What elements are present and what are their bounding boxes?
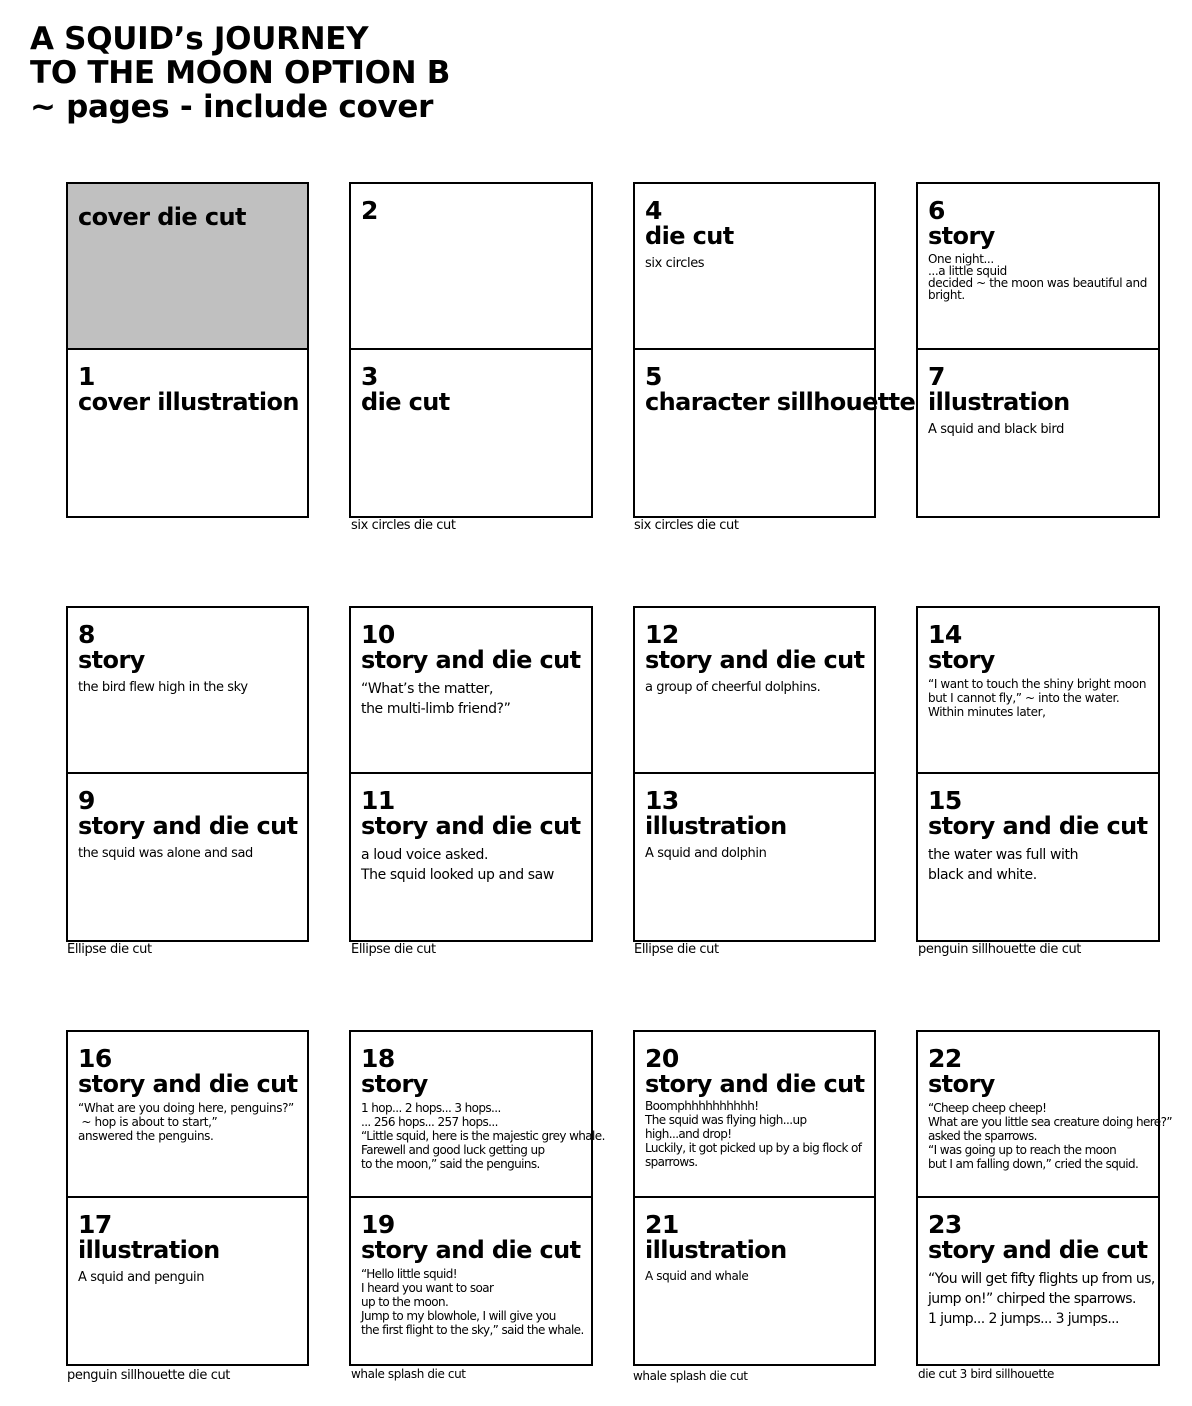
page-number: 22 <box>928 1044 962 1073</box>
page-text: a group of cheerful dolphins. <box>645 680 821 695</box>
page-cell-cover <box>66 182 309 350</box>
page-heading: story <box>928 646 995 674</box>
page-cell-1 <box>66 350 309 518</box>
die-cut-caption-11: Ellipse die cut <box>351 942 436 957</box>
page-number: 10 <box>361 620 395 649</box>
page-number: 4 <box>645 196 662 225</box>
page-number: 14 <box>928 620 962 649</box>
page-number: 19 <box>361 1210 395 1239</box>
page-heading: illustration <box>645 1236 787 1264</box>
page-cell-23 <box>916 1198 1160 1366</box>
page-cell-22 <box>916 1030 1172 1198</box>
page-cell-11 <box>349 774 593 942</box>
page-number: 11 <box>361 786 395 815</box>
die-cut-caption-15: penguin sillhouette die cut <box>918 942 1082 957</box>
page-text: “You will get fifty flights up from us, jump on!” chirped the sparrows. 1 jump... 2 jumps... 3 jumps... <box>928 1271 1155 1327</box>
page-number: 1 <box>78 362 95 391</box>
page-text: six circles <box>645 256 705 271</box>
page-cell-15 <box>916 774 1160 942</box>
page-cell-16 <box>66 1030 309 1198</box>
page-text: a loud voice asked. The squid looked up and saw <box>361 847 554 883</box>
die-cut-caption-5: six circles die cut <box>634 518 739 533</box>
page-number: 3 <box>361 362 378 391</box>
page-number: 9 <box>78 786 95 815</box>
page-number: 7 <box>928 362 945 391</box>
page-text: A squid and penguin <box>78 1270 205 1285</box>
document-title <box>30 22 450 124</box>
page-text: A squid and dolphin <box>645 846 767 861</box>
page-cell-12 <box>633 606 876 774</box>
die-cut-caption-3: six circles die cut <box>351 518 456 533</box>
page-cell-14 <box>916 606 1160 774</box>
page-heading: story <box>928 1070 995 1098</box>
page-heading: story <box>928 222 995 250</box>
die-cut-caption-19: whale splash die cut <box>351 1367 466 1381</box>
page-heading: story and die cut <box>361 646 581 674</box>
page-text: Boomphhhhhhhhhh! The squid was flying high...up high...and drop! Luckily, it got picked up by a big flock of sparrows. <box>645 1099 862 1169</box>
page-heading: story and die cut <box>928 1236 1148 1264</box>
die-cut-caption-9: Ellipse die cut <box>67 942 152 957</box>
page-text: A squid and whale <box>645 1269 749 1283</box>
page-heading: story and die cut <box>78 1070 298 1098</box>
page-text: “What’s the matter, the multi-limb friend?” <box>361 681 511 717</box>
page-cell-8 <box>66 606 309 774</box>
page-heading: illustration <box>78 1236 220 1264</box>
page-cell-10 <box>349 606 593 774</box>
page-cell-6 <box>916 182 1160 350</box>
page-number: 23 <box>928 1210 962 1239</box>
title-line-3: ~ pages - include cover <box>30 89 434 125</box>
page-heading: story and die cut <box>78 812 298 840</box>
page-cell-21 <box>633 1198 876 1366</box>
page-heading: story <box>361 1070 428 1098</box>
page-heading: story and die cut <box>928 812 1148 840</box>
page-heading: die cut <box>361 388 450 416</box>
page-text: the water was full with black and white. <box>928 847 1079 883</box>
page-text: One night... ...a little squid decided ~ the moon was beautiful and bright. <box>928 252 1147 302</box>
page-heading: story and die cut <box>361 812 581 840</box>
page-cell-19 <box>349 1198 593 1366</box>
page-number: 21 <box>645 1210 679 1239</box>
die-cut-caption-21: whale splash die cut <box>633 1369 748 1383</box>
page-heading: die cut <box>645 222 734 250</box>
page-heading: cover die cut <box>78 203 246 231</box>
page-heading: illustration <box>645 812 787 840</box>
page-cell-18 <box>349 1030 605 1198</box>
page-text: “Hello little squid! I heard you want to soar up to the moon. Jump to my blowhole, I will give you the first flight to the sky,” said the whale. <box>361 1267 584 1337</box>
page-number: 2 <box>361 196 378 225</box>
title-line-1: A SQUID’s JOURNEY <box>30 21 369 57</box>
die-cut-caption-13: Ellipse die cut <box>634 942 719 957</box>
die-cut-caption-17: penguin sillhouette die cut <box>67 1368 231 1383</box>
page-text: the bird flew high in the sky <box>78 680 248 695</box>
page-number: 17 <box>78 1210 112 1239</box>
page-number: 12 <box>645 620 679 649</box>
page-heading: story <box>78 646 145 674</box>
page-text: the squid was alone and sad <box>78 846 253 861</box>
page-text: “What are you doing here, penguins?” ~ hop is about to start,” answered the penguins. <box>78 1101 294 1143</box>
title-line-2: TO THE MOON OPTION B <box>30 55 451 91</box>
page-heading: story and die cut <box>645 646 865 674</box>
page-cell-2 <box>349 182 593 350</box>
page-number: 20 <box>645 1044 679 1073</box>
page-number: 6 <box>928 196 945 225</box>
page-cell-4 <box>633 182 876 350</box>
page-number: 15 <box>928 786 962 815</box>
page-cell-13 <box>633 774 876 942</box>
page-text: A squid and black bird <box>928 422 1064 437</box>
page-number: 5 <box>645 362 662 391</box>
page-cell-3 <box>349 350 593 518</box>
page-heading: character sillhouette <box>645 388 916 416</box>
page-number: 8 <box>78 620 95 649</box>
page-cell-20 <box>633 1030 876 1198</box>
page-number: 18 <box>361 1044 395 1073</box>
page-cell-5 <box>633 350 916 518</box>
page-text: “Cheep cheep cheep! What are you little sea creature doing here?” asked the sparrows. “I was going up to reach the moon but I am falling down,” cried the squid. <box>928 1101 1172 1171</box>
page-text: “I want to touch the shiny bright moon but I cannot fly,” ~ into the water. Within minutes later, <box>928 677 1147 719</box>
page-heading: cover illustration <box>78 388 299 416</box>
page-heading: story and die cut <box>645 1070 865 1098</box>
page-heading: illustration <box>928 388 1070 416</box>
page-cell-7 <box>916 350 1160 518</box>
page-heading: story and die cut <box>361 1236 581 1264</box>
page-number: 16 <box>78 1044 112 1073</box>
die-cut-caption-23: die cut 3 bird sillhouette <box>918 1367 1055 1381</box>
page-number: 13 <box>645 786 679 815</box>
page-cell-17 <box>66 1198 309 1366</box>
page-text: 1 hop... 2 hops... 3 hops... ... 256 hops... 257 hops... “Little squid, here is the majestic grey whale. Farewell and good luck getting up to the moon,” said the penguins. <box>361 1101 605 1171</box>
page-cell-9 <box>66 774 309 942</box>
